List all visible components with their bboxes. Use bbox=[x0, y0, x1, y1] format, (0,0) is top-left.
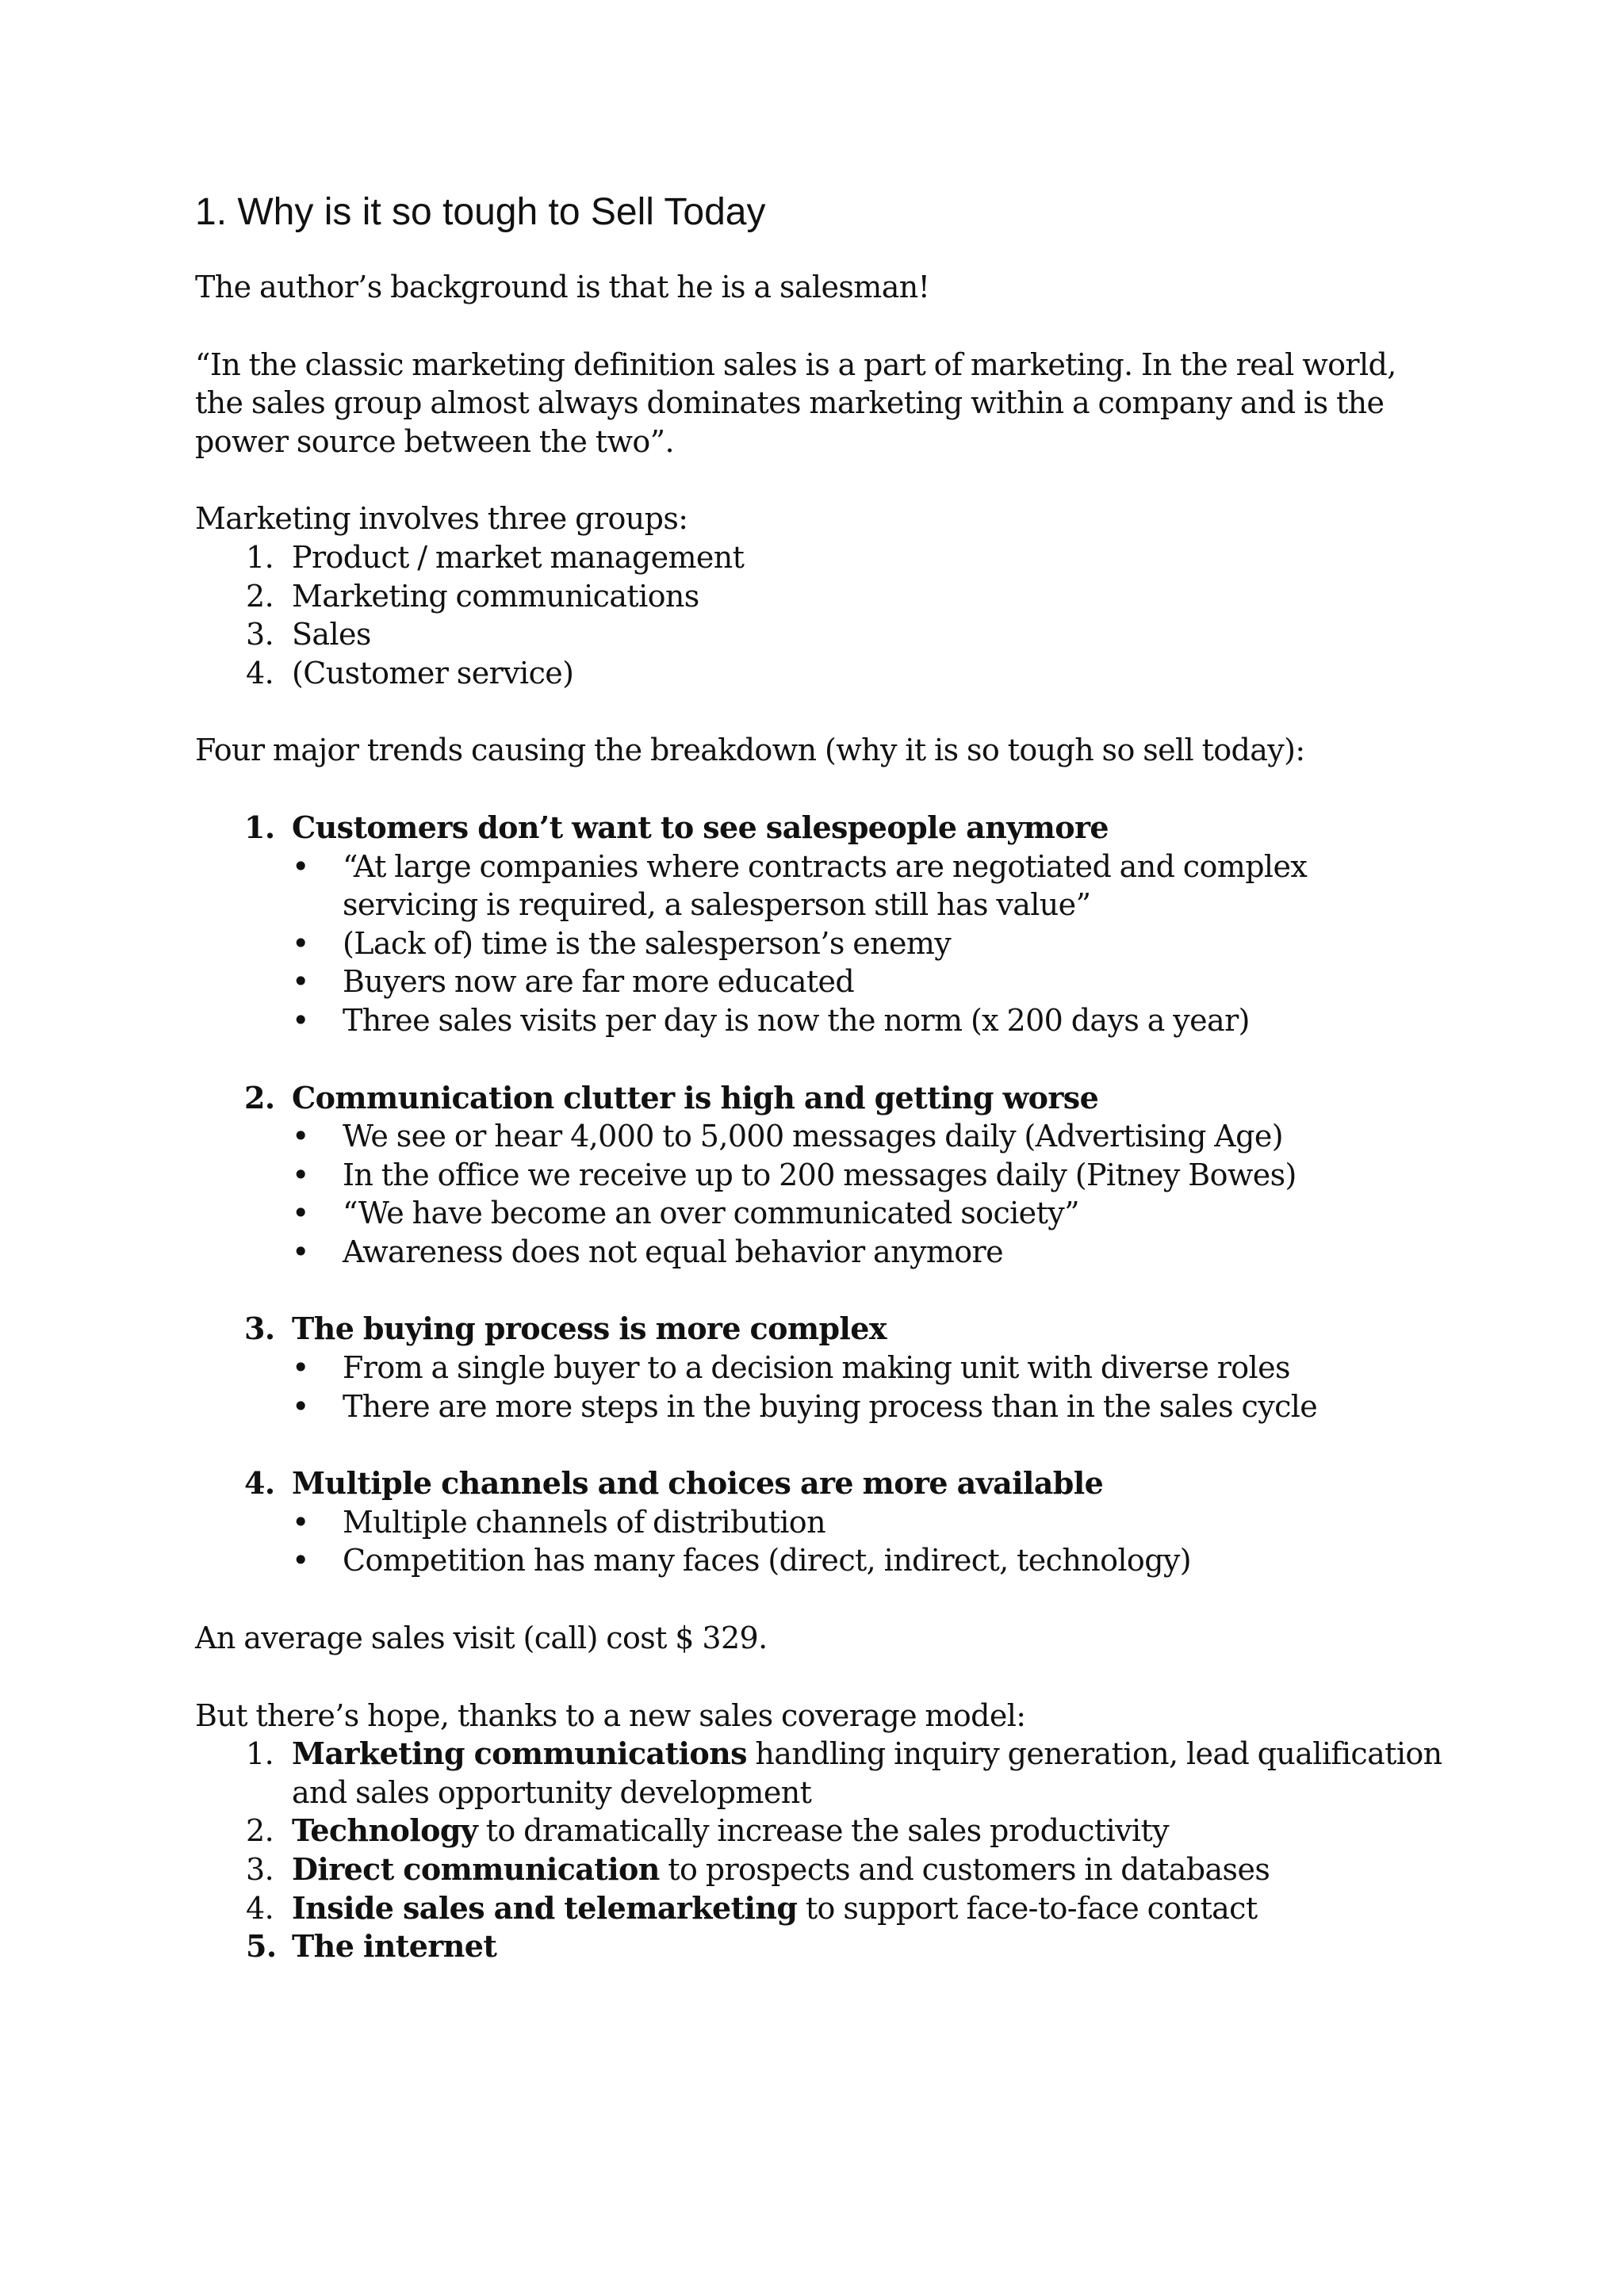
trend-number: 1. bbox=[244, 809, 275, 845]
bullet-icon: • bbox=[292, 964, 309, 1000]
groups-heading: Marketing involves three groups: bbox=[195, 501, 688, 537]
list-bold-text: Inside sales and telemarketing bbox=[292, 1889, 798, 1926]
list-item bbox=[195, 538, 1448, 577]
list-number: 4. bbox=[246, 655, 274, 691]
bullet-icon: • bbox=[292, 1543, 309, 1578]
list-item bbox=[195, 1927, 1448, 1966]
bullet-icon: • bbox=[292, 1388, 309, 1424]
groups-section bbox=[195, 499, 1448, 692]
trend-section bbox=[195, 1079, 1448, 1272]
trend-title-text: Multiple channels and choices are more available bbox=[292, 1465, 1104, 1502]
list-number: 3. bbox=[246, 617, 274, 652]
cost-paragraph: An average sales visit (call) cost $ 329. bbox=[195, 1621, 768, 1656]
list-number: 1. bbox=[246, 1736, 274, 1772]
list-text: to dramatically increase the sales productivity bbox=[477, 1813, 1170, 1849]
trend-title bbox=[195, 1464, 1448, 1503]
bullet-icon: • bbox=[292, 1234, 309, 1269]
list-item bbox=[195, 654, 1448, 693]
bullet-text: We see or hear 4,000 to 5,000 messages daily (Advertising Age) bbox=[343, 1119, 1283, 1154]
trend-title-text: Communication clutter is high and getting worse bbox=[292, 1079, 1099, 1115]
bullet-item bbox=[195, 1233, 1448, 1272]
trend-bullets bbox=[195, 1117, 1448, 1271]
trend-number: 2. bbox=[244, 1079, 275, 1115]
bullet-text: Competition has many faces (direct, indirect, technology) bbox=[343, 1543, 1192, 1578]
list-number: 5. bbox=[246, 1928, 277, 1965]
bullet-icon: • bbox=[292, 1504, 309, 1540]
list-text: (Customer service) bbox=[292, 655, 574, 691]
trend-title bbox=[195, 809, 1448, 848]
list-text: Marketing communications bbox=[292, 578, 699, 614]
list-number: 3. bbox=[246, 1852, 274, 1887]
bullet-icon: • bbox=[292, 1350, 309, 1386]
list-bold-text: Technology bbox=[292, 1812, 478, 1849]
bullet-text: Three sales visits per day is now the norm (x 200 days a year) bbox=[343, 1002, 1250, 1038]
bullet-text: “We have become an over communicated society” bbox=[343, 1196, 1079, 1231]
bullet-item bbox=[195, 1117, 1448, 1156]
trend-number: 3. bbox=[244, 1311, 275, 1347]
list-text: handling inquiry generation, lead qualification and sales opportunity development bbox=[292, 1736, 1442, 1810]
list-number: 2. bbox=[246, 1813, 274, 1849]
trend-bullets bbox=[195, 1349, 1448, 1425]
groups-list bbox=[195, 538, 1448, 692]
bullet-text: “At large companies where contracts are negotiated and complex servicing is required, a salesperson still has value” bbox=[343, 848, 1308, 923]
list-item bbox=[195, 1735, 1448, 1812]
bullet-text: (Lack of) time is the salesperson’s enemy bbox=[343, 925, 952, 961]
trend-section bbox=[195, 809, 1448, 1040]
bullet-item bbox=[195, 1503, 1448, 1542]
bullet-item bbox=[195, 962, 1448, 1001]
trends-heading: Four major trends causing the breakdown (why it is so tough so sell today): bbox=[195, 733, 1305, 768]
document-content bbox=[195, 189, 1448, 1966]
bullet-item bbox=[195, 1001, 1448, 1040]
trend-title-text: Customers don’t want to see salespeople anymore bbox=[292, 809, 1109, 845]
page-title: 1. Why is it so tough to Sell Today bbox=[195, 191, 766, 233]
trend-bullets bbox=[195, 848, 1448, 1040]
list-bold-text: Marketing communications bbox=[292, 1735, 747, 1772]
bullet-item bbox=[195, 1156, 1448, 1195]
bullet-item bbox=[195, 1194, 1448, 1233]
hope-heading: But there’s hope, thanks to a new sales coverage model: bbox=[195, 1697, 1026, 1733]
bullet-item bbox=[195, 848, 1448, 924]
list-item bbox=[195, 577, 1448, 616]
list-text: Sales bbox=[292, 617, 371, 652]
list-text: to support face-to-face contact bbox=[797, 1890, 1258, 1926]
list-number: 4. bbox=[246, 1890, 274, 1926]
list-item bbox=[195, 1812, 1448, 1850]
trend-number: 4. bbox=[244, 1465, 275, 1502]
list-bold-text: The internet bbox=[292, 1928, 497, 1965]
list-text: Product / market management bbox=[292, 539, 745, 575]
bullet-item bbox=[195, 1387, 1448, 1426]
list-item bbox=[195, 1850, 1448, 1889]
bullet-text: Multiple channels of distribution bbox=[343, 1504, 825, 1540]
list-bold-text: Direct communication bbox=[292, 1851, 660, 1887]
list-number: 2. bbox=[246, 578, 274, 614]
trend-title bbox=[195, 1310, 1448, 1349]
bullet-icon: • bbox=[292, 925, 309, 961]
list-item bbox=[195, 615, 1448, 654]
bullet-icon: • bbox=[292, 1157, 309, 1192]
bullet-icon: • bbox=[292, 1119, 309, 1154]
bullet-text: Buyers now are far more educated bbox=[343, 964, 855, 1000]
list-text: to prospects and customers in databases bbox=[659, 1852, 1270, 1887]
bullet-item bbox=[195, 1541, 1448, 1580]
bullet-text: There are more steps in the buying process than in the sales cycle bbox=[343, 1388, 1318, 1424]
quote-paragraph: “In the classic marketing definition sales is a part of marketing. In the real world, the sales group almost always dominates marketing within a company and is the power source between the two”. bbox=[195, 346, 1396, 459]
trend-bullets bbox=[195, 1503, 1448, 1580]
bullet-item bbox=[195, 1349, 1448, 1387]
bullet-icon: • bbox=[292, 1002, 309, 1038]
bullet-text: In the office we receive up to 200 messages daily (Pitney Bowes) bbox=[343, 1157, 1297, 1192]
bullet-text: Awareness does not equal behavior anymore bbox=[343, 1234, 1004, 1269]
list-number: 1. bbox=[246, 539, 274, 575]
trend-section bbox=[195, 1464, 1448, 1580]
hope-section bbox=[195, 1697, 1448, 1966]
bullet-icon: • bbox=[292, 848, 309, 884]
trend-title-text: The buying process is more complex bbox=[292, 1311, 887, 1347]
bullet-item bbox=[195, 924, 1448, 963]
trend-title bbox=[195, 1079, 1448, 1118]
trend-section bbox=[195, 1310, 1448, 1425]
bullet-icon: • bbox=[292, 1196, 309, 1231]
hope-list bbox=[195, 1735, 1448, 1966]
list-item bbox=[195, 1889, 1448, 1928]
bullet-text: From a single buyer to a decision making unit with diverse roles bbox=[343, 1350, 1290, 1386]
intro-paragraph: The author’s background is that he is a salesman! bbox=[195, 270, 930, 304]
